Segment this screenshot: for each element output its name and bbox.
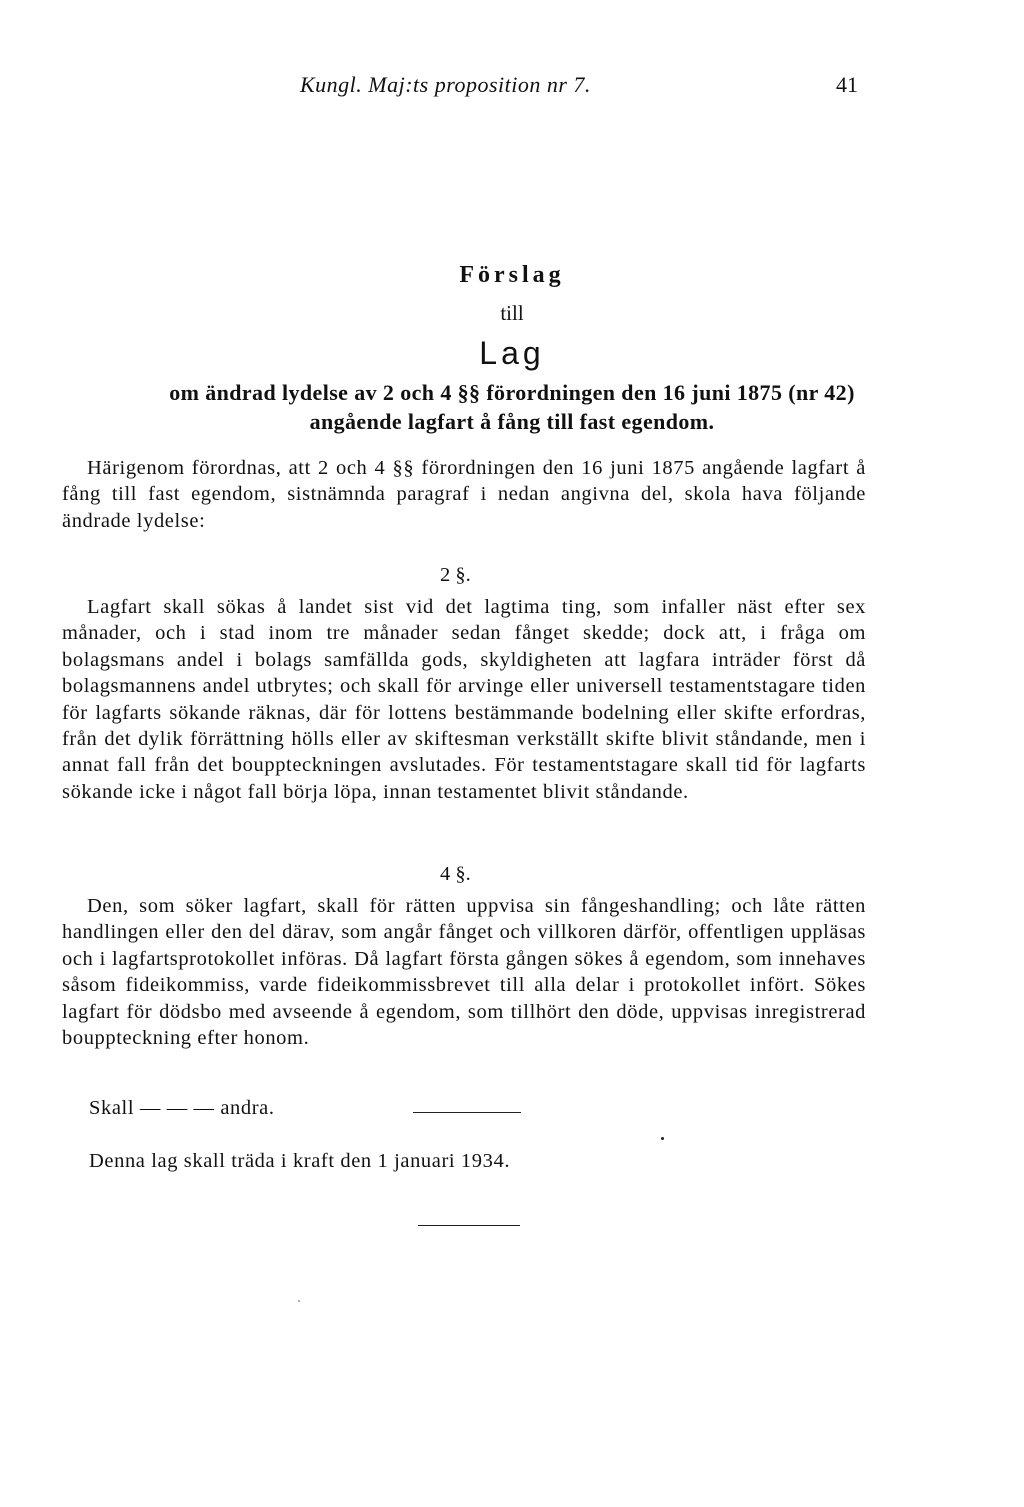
law-subtitle <box>0 378 1024 436</box>
section-4-text: Den, som söker lagfart, skall för rätten uppvisa sin fångeshandling; och låte rätten handlingen eller den del därav, som angår fånget och villkoren därför, offentligen uppläsas och i lagfartsprotokollet införas. Då lagfart första gången sökes å egendom, som innehaves såsom fideikommiss, varde fideikommissbrevet till alla delar i protokollet infört. Sökes lagfart för dödsbo med avseende å egendom, som tillhört den döde, uppvisas inregistrerad bouppteckning efter honom. <box>62 895 866 1050</box>
heading-forslag: Förslag <box>459 262 565 288</box>
publication-title: Kungl. Maj:ts proposition nr 7. <box>300 72 591 97</box>
law-subtitle-line-2: angående lagfart å fång till fast egendom. <box>309 409 715 434</box>
page-number: 41 <box>836 72 858 97</box>
law-subtitle-line-1: om ändrad lydelse av 2 och 4 §§ förordningen den 16 juni 1875 (nr 42) <box>169 380 855 405</box>
intro-paragraph: Härigenom förordnas, att 2 och 4 §§ förordningen den 16 juni 1875 angående lagfart å fång till fast egendom, sistnämnda paragraf i nedan angivna del, skola hava följande ändrade lydelse: <box>62 457 866 532</box>
closing-statement: Denna lag skall träda i kraft den 1 januari 1934. <box>89 1150 511 1172</box>
section-4-heading: 4 §. <box>440 863 471 885</box>
section-2-text: Lagfart skall sökas å landet sist vid det lagtima ting, som infaller näst efter sex månader, och i stad inom tre månader sedan fånget skedde; dock att, i fråga om bolagsmans andel i bolags samfällda gods, skyldigheten att lagfara inträder först då bolagsmannens andel utbrytes; och skall för arvinge eller universell testamentstagare tiden för lagfarts sökande räknas, där för lottens bestämmande bodelning eller skifte erfordras, från det dylik förrättning hölls eller av skiftesman verkställt skifte blivit ståndande, men i annat fall från det bouppteckningen avslutades. För testamentstagare skall tid för lagfarts sökande icke i något fall börja löpa, innan testamentet blivit ståndande. <box>62 596 866 803</box>
section-2-heading: 2 §. <box>440 564 471 586</box>
running-header <box>0 72 1024 102</box>
heading-lag: Lag <box>479 335 545 371</box>
divider-rule-bottom <box>418 1225 520 1226</box>
section-4-continuation: Skall — — — andra. <box>89 1097 275 1119</box>
print-speck-bottom <box>298 1300 300 1302</box>
divider-rule <box>413 1112 521 1113</box>
heading-till: till <box>500 301 524 325</box>
print-speck <box>661 1137 664 1140</box>
